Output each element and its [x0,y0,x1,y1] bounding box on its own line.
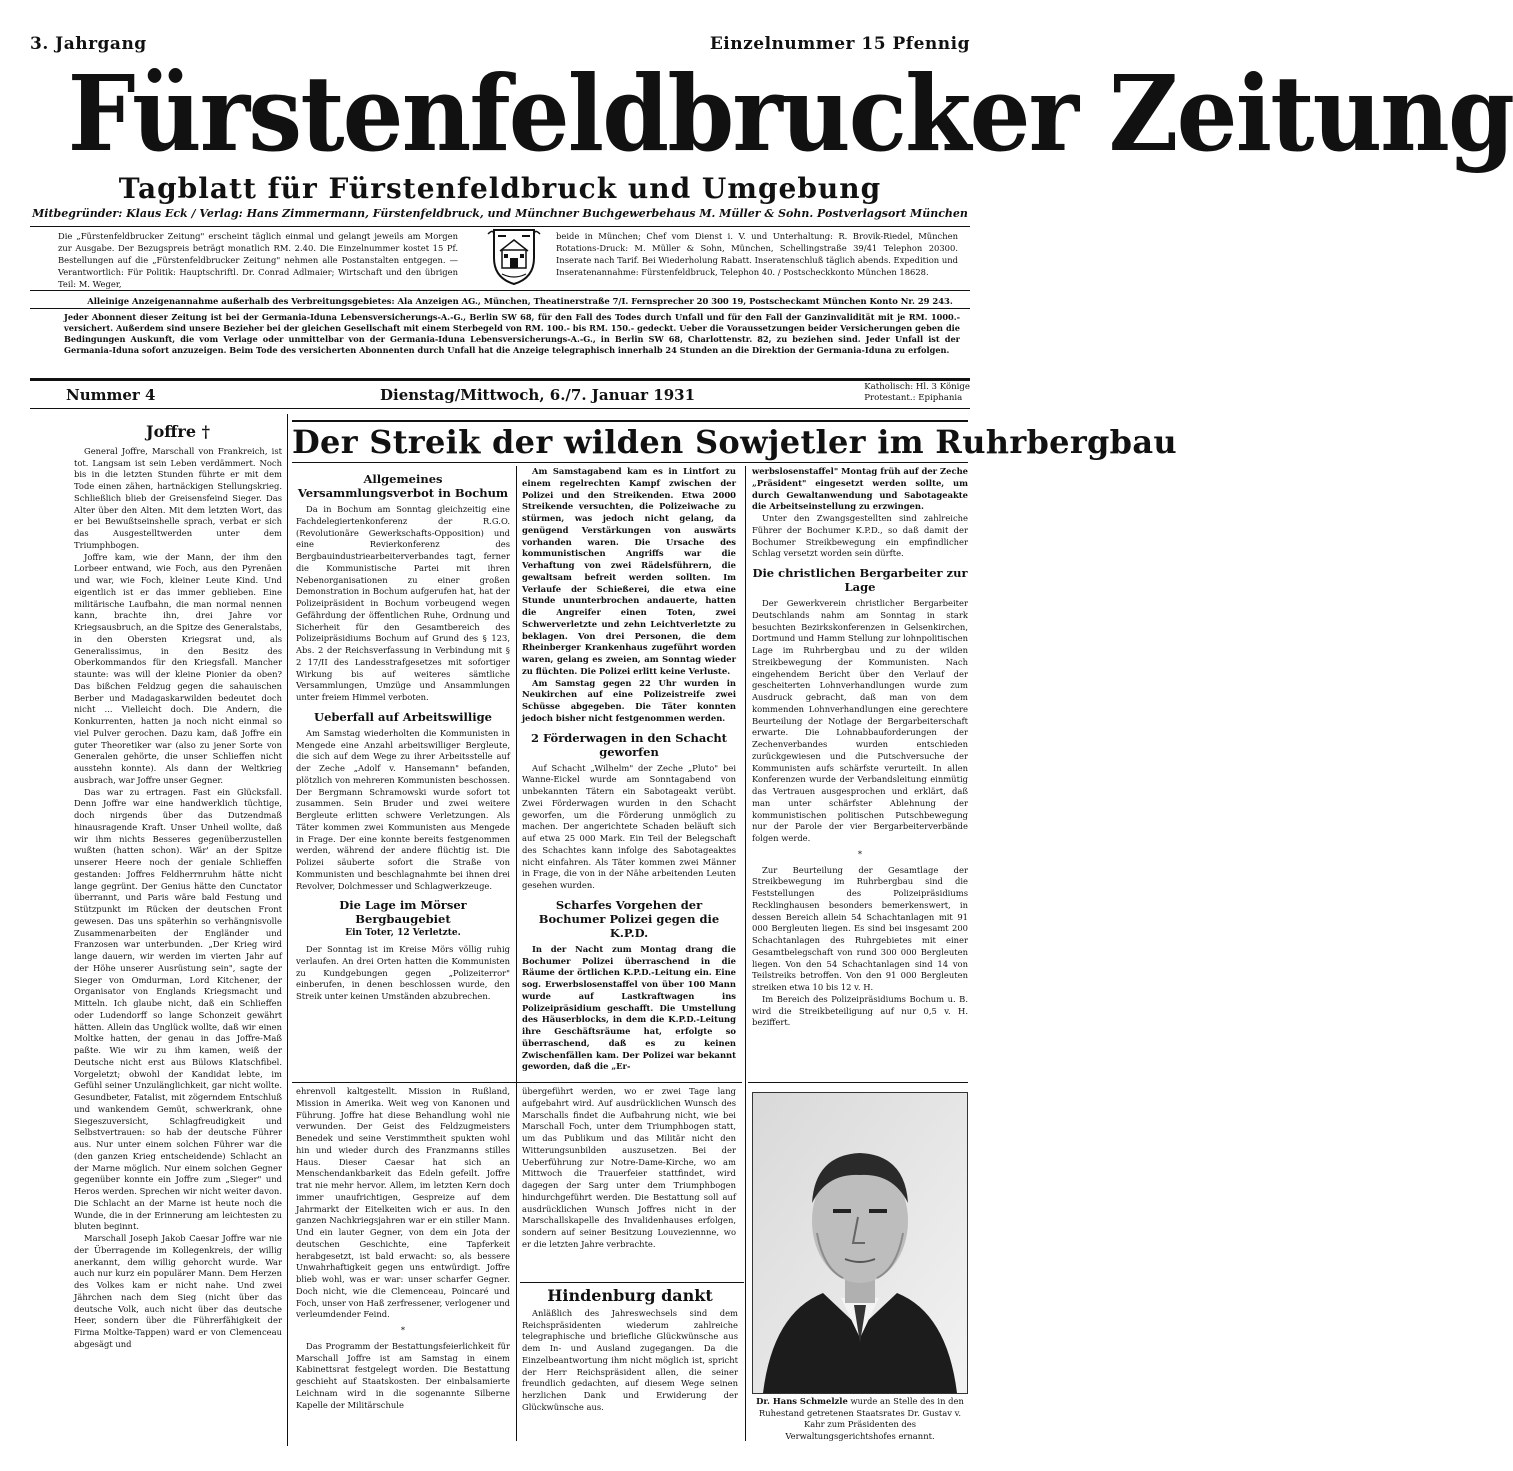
newspaper-title: Fürstenfeldbrucker Zeitung [67,52,1513,175]
article-paragraph: ehrenvoll kaltgestellt. Mission in Rußland, Mission in Amerika. Weit weg von Kanonen und Führung. Joffre hat diese Behandlung wohl nie verwunden. Der Geist des Feldzugmeisters Benedek und seine Verstimmtheit spukten wohl hin und wieder durch des Franzmanns stilles Haus. Dieser Caesar hat sich an Menschendankbarkeit das Edeln gefeilt. Joffre trat nie mehr hervor. Allem, im letzten Kern doch immer unaufrichtigen, Gespreize auf dem Jahrmarkt der Eitelkeiten wich er aus. In den ganzen Nachkriegsjahren war er ein stiller Mann. Und ein lauter Gegner, von dem ein Jota der deutschen Geschichte, eine Tapferkeit herabgesetzt, ist bald erwacht: so, als bessere Unwahrhaftigkeit gegen uns entwürdigt. Joffre blieb wohl, was er war: unser scharfer Gegner. Doch nicht, wie die Clemenceau, Poincaré und Foch, unser von Haß zerfressener, verlogener und verleumdender Feind. [296,1086,510,1320]
section-heading: Die christlichen Bergarbeiter zur Lage [752,566,968,594]
article-paragraph: Im Bereich des Polizeipräsidiums Bochum u. B. wird die Streikbeteiligung auf nur 0,5 v. H. beziffert. [752,993,968,1028]
coat-of-arms-icon [482,224,546,288]
joffre-continuation-1 [296,1086,510,1441]
section-heading: Ueberfall auf Arbeitswillige [314,709,492,724]
joffre-paragraph: Joffre kam, wie der Mann, der ihm den Lorbeer entwand, wie Foch, aus den Pyrenäen und war, wie Foch, kleiner Leute Kind. Und eigentlich ist er das immer geblieben. Eine militärische Laufbahn, die man normal nennen kann, brachte ihn, drei Jahre vor Kriegsausbruch, an die Spitze des Generalstabs, in den Obersten Kriegsrat und, als Generalissimus, in den Besitz des Oberkommandos für den Kriegsfall. Mancher staunte: was will der kleine Pionier da oben? Das bißchen Feldzug gegen die sahauischen Berber und Madagaskarwilden bedeutet doch nicht ... Vielleicht doch. Die Andern, die Konkurrenten, hatten ja noch nicht einmal so viel Pulver gerochen. Dazu kam, daß Joffre ein guter Theoretiker war (also zu jener Sorte von Generalen gehörte, die unser Schlieffen nicht ausstehn konnte). Als dann der Weltkrieg ausbrach, war Joffre unser Gegner. [74,551,282,785]
date-rule-top [30,378,970,381]
column-divider [516,466,517,1441]
joffre-paragraph: Marschall Joseph Jakob Caesar Joffre war nie der Überragende im Kollegenkreis, der willig anerkannt, dem willig gehorcht wurde. War auch nur kurz ein populärer Mann. Dem Herzen des Volkes kam er nicht nahe. Und zwei Jährchen nach dem Sieg (nicht über das deutsche Volk, auch nicht über das deutsche Heer, sondern über die Führerfähigkeit der Firma Moltke-Tappen) ward er von Clemenceau abgesägt und [74,1233,282,1349]
photo-caption [752,1396,968,1442]
joffre-paragraph: General Joffre, Marschall von Frankreich, ist tot. Langsam ist sein Leben verdämmert. Noch bis in die letzten Stunden führte er mit dem Tode einen zähen, hartnäckigen Stellungskrieg. Schließlich blieb der Greisensfeind Sieger. Das Alter über den Alten. Mit dem letzten Wort, das er bei Bewußtseinshelle sprach, verbat er sich das Ausgestelltwerden unter dem Triumphbogen. [74,445,282,550]
photo-rule [748,1082,968,1083]
publisher-line: Mitbegründer: Klaus Eck / Verlag: Hans Zimmermann, Fürstenfeldbruck, und Münchner Buchgewerbehaus M. Müller & Sohn. Postverlagsort München [32,207,968,220]
section-star: * [857,848,863,859]
section-heading: Die Lage im Mörser Bergbaugebiet [339,898,467,927]
strike-column-1 [296,466,510,1078]
article-paragraph: Am Samstagabend kam es in Lintfort zu einem regelrechten Kampf zwischen der Polizei und den Streikenden. Etwa 2000 Streikende versuchten, die Polizeiwache zu stürmen, was jedoch nicht gelang, da genügend Verstärkungen von auswärts vorhanden waren. Die Ursache des kommunistischen Angriffs war die Verhaftung von zwei Rädelsführern, die gewaltsam befreit werden sollten. Im Verlaufe der Schießerei, die etwa eine Stunde ununterbrochen andauerte, hatten die Angreifer einen Toten, zwei Schwerverletzte und zehn Leichtverletzte zu beklagen. Von drei Personen, die dem Rheinberger Krankenhaus zugeführt worden waren, gelang es zweien, am Sonntag wieder zu flüchten. Die Polizei erlitt keine Verluste. [522,466,736,676]
main-headline: Der Streik der wilden Sowjetler im Ruhrbergbau [292,420,968,463]
feast-protestant: Protestant.: Epiphania [864,393,963,403]
portrait-image [753,1093,967,1393]
editorial-info: beide in München; Chef vom Dienst i. V. und Unterhaltung: R. Brovik-Riedel, München Rotations-Druck: M. Müller & Sohn, München, Schellingstraße 39/41 Telephon 20300. Inserate nach Tarif. Bei Wiederholung Rabatt. Inseratenschluß täglich abends. Expedition und Inseratenannahme: Fürstenfeldbruck, Telephon 40. / Postscheckkonto München 18628. [556,231,958,277]
info-row [58,230,958,289]
date-row [30,382,970,406]
article-joffre [74,424,282,1444]
article-hindenburg [522,1286,738,1440]
article-paragraph: Der Sonntag ist im Kreise Mörs völlig ruhig verlaufen. An drei Orten hatten die Kommunisten zu Kundgebungen gegen „Polizeiterror" einberufen, in denen beschlossen wurde, den Streik unter keinen Umständen abzubrechen. [296,944,510,1001]
volume-label: 3. Jahrgang [30,34,147,54]
article-paragraph: Auf Schacht „Wilhelm" der Zeche „Pluto" bei Wanne-Eickel wurde am Sonntagabend von unbekannten Tätern ein Sabotageakt verübt. Zwei Förderwagen wurden in den Schacht geworfen, um die Förderung unmöglich zu machen. Der angerichtete Schaden beläuft sich auf etwa 25 000 Mark. Ein Teil der Belegschaft des Schachtes kann infolge des Sabotageaktes nicht einfahren. Als Täter kommen zwei Männer in Frage, die von in der Nähe arbeitenden Leuten gesehen wurden. [522,762,736,890]
feast-catholic: Katholisch: Hl. 3 Könige [864,382,970,392]
article-paragraph: Am Samstag wiederholten die Kommunisten in Mengede eine Anzahl arbeitswilliger Bergleute, die sich auf dem Wege zu ihrer Arbeitsstelle auf der Zeche „Adolf v. Hansemann" befanden, plötzlich von mehreren Kommunisten beschossen. Der Bergmann Schramowski wurde sofort tot zusammen. Sein Bruder und zwei weitere Bergleute erlitten schwere Verletzungen. Als Täter kommen zwei Kommunisten aus Mengede in Frage. Der eine konnte bereits festgenommen werden, während der andere flüchtig ist. Die Polizei säuberte sofort die Straße von Kommunisten und beschlagnahmte bei ihnen drei Revolver, Dolchmesser und Schlagwerkzeuge. [296,727,510,891]
article-paragraph: Das Programm der Bestattungsfeierlichkeit für Marschall Joffre ist am Samstag in einem Kabinettsrat festgelegt worden. Die Bestattung geschieht auf Staatskosten. Der einbalsamierte Leichnam wird in die sogenannte Silberne Kapelle der Militärschule [296,1340,510,1410]
article-paragraph: Anläßlich des Jahreswechsels sind dem Reichspräsidenten wiederum zahlreiche telegraphische und briefliche Glückwünsche aus dem In- und Ausland zugegangen. Da die Einzelbeantwortung ihm nicht möglich ist, spricht der Herr Reichspräsident allen, die seiner freundlich gedachten, auf diesem Wege seinen herzlichen Dank und Erwiderung der Glückwünsche aus. [522,1307,738,1412]
price-label: Einzelnummer 15 Pfennig [709,34,970,54]
article-paragraph: Zur Beurteilung der Gesamtlage der Streikbewegung im Ruhrbergbau sind die Feststellungen des Polizeipräsidiums Recklinghausen besonders bemerkenswert, in dessen Bereich allein 54 Schachtanlagen mit 91 000 Bergleuten liegen. Es sind bei insgesamt 200 Schachtanlagen des Ruhrgebietes mit einer Gesamtbelegschaft von rund 300 000 Bergleuten liegen. Von den 54 Schachtanlagen sind 14 von Teilstreiks betroffen. Von den 91 000 Bergleuten streiken etwa 10 bis 12 v. H. [752,864,968,992]
section-subheading: Ein Toter, 12 Verletzte. [345,928,461,939]
section-star: * [400,1325,406,1335]
article-paragraph: übergeführt werden, wo er zwei Tage lang aufgebahrt wird. Auf ausdrücklichen Wunsch des Marschalls findet die Aufbahrung nicht, wie bei Marschall Foch, unter dem Triumphbogen statt, um das Publikum und das Militär nicht den Witterungsunbilden auszusetzen. Bei der Ueberführung zur Notre-Dame-Kirche, wo am Mittwoch die Trauerfeier stattfindet, wird dagegen der Sarg unter dem Triumphbogen hindurchgeführt werden. Die Bestattung soll auf ausdrücklichen Wunsch Joffres nicht in der Marschallskapelle des Invalidenhauses erfolgen, sondern auf seiner Besitzung Louveziennne, wo er die letzten Jahre verbrachte. [522,1086,736,1249]
hindenburg-rule [520,1282,744,1283]
caption-name: Dr. Hans Schmelzle [756,1396,848,1406]
issue-date: Dienstag/Mittwoch, 6./7. Januar 1931 [380,386,696,404]
column-divider [287,414,288,1446]
portrait-photo [752,1092,968,1394]
joffre-paragraph: Das war zu ertragen. Fast ein Glücksfall. Denn Joffre war eine handwerklich tüchtige, doch nirgends über das Dutzendmaß hinausragende Kraft. Unser Unheil wollte, daß wir ihm nichts Besseres gegenüberzustellen wußten (hatten schon). Wär' an der Spitze unserer Heere noch der geniale Schlieffen gestanden: Joffres Feldherrnruhm hätte nicht lange gegrünt. Der Genius hätte den Cunctator überrannt, und Paris wäre bald Festung und Stützpunkt im Rücken der deutschen Front gewesen. Das uns späterhin so verhängnisvolle Zusammenarbeiten der Engländer und Franzosen war unterbunden. „Der Krieg wird lange dauern, wir werden im vierten Jahr auf der Höhe unserer Ausrüstung sein", sagte der Sieger von Omdurman, Lord Kitchener, der Organisator von Englands Kriegsmacht und Mitteln. Ich glaube nicht, daß ein Schlieffen oder Ludendorff so lange Schonzeit gewährt hätten. Allein das Unglück wollte, daß wir einen Moltke hatten, der genau in das Joffre-Maß paßte. Wie wir zu ihm kamen, weiß der Deutsche nicht erst aus Bülows Klatschfibel. Vorgeletzt; obwohl der Kandidat lebte, im Gefühl seiner Unzulänglichkeit, gar nicht wollte. Gesundbeter, Fatalist, mit zögerndem Entschluß und wankendem Gemüt, schwerkrank, ohne Siegeszuversicht, Schlagfreudigkeit und Selbstvertrauen: so hab der deutsche Führer aus. Nur unter einem solchen Führer war die (den ganzen Krieg entscheidende) Schlacht an der Marne möglich. Nur einem solchen Gegner gegenüber konnte ein Joffre zum „Sieger" und Heros werden. Sprechen wir nicht weiter davon. Die Schlacht an der Marne ist heute noch die Wunde, die in der Erinnerung am leichtesten zu bluten beginnt. [74,786,282,1232]
article-paragraph: Am Samstag gegen 22 Uhr wurden in Neukirchen auf eine Polizeistreife zwei Schüsse abgegeben. Die Täter konnten jedoch bisher nicht festgenommen werden. [522,677,736,723]
article-paragraph: Da in Bochum am Sonntag gleichzeitig eine Fachdelegiertenkonferenz der R.G.O. (Revolutionäre Gewerkschafts-Opposition) und eine Revierkonferenz des Bergbauindustriearbeiterverbandes tagt, ferner die Kommunistische Partei mit ihren Nebenorganisationen zu einer großen Demonstration in Bochum aufgerufen hat, hat der Polizeipräsident in Bochum vorbeugend wegen Gefährdung der öffentlichen Ruhe, Ordnung und Sicherheit für den Gesamtbereich des Polizeipräsidiums Bochum auf Grund des § 123, Abs. 2 der Reichsverfassung in Verbindung mit § 2 17/II des Landesstrafgesetzes mit sofortiger Wirkung bis auf weiteres sämtliche Versammlungen, Umzüge und Ansammlungen unter freiem Himmel verboten. [296,504,510,702]
hindenburg-title: Hindenburg dankt [547,1286,713,1305]
strike-column-2 [522,466,736,1078]
joffre-title: Joffre † [146,422,210,441]
caption-text: wurde an Stelle des in den Ruhestand getretenen Staatsrates Dr. Gustav v. Kahr zum Präsidenten des Verwaltungsgerichtshofes ernannt. [758,1396,964,1441]
section-heading: 2 Förderwagen in den Schacht geworfen [530,730,727,759]
ad-monopoly-line: Alleinige Anzeigenannahme außerhalb des Verbreitungsgebietes: Ala Anzeigen AG., München, Theatinerstraße 7/I. Fernsprecher 20 300 19, Postscheckamt München Konto Nr. 29 243. [87,296,953,306]
section-rule [292,1082,742,1083]
section-heading: Allgemeines Versammlungsverbot in Bochum [297,472,509,500]
joffre-continuation-2 [522,1086,736,1249]
monopoly-rule [30,308,970,309]
article-paragraph: Der Gewerkverein christlicher Bergarbeiter Deutschlands nahm am Sonntag in stark besuchten Bezirkskonferenzen in Gelsenkirchen, Dortmund und Hamm Stellung zur lohnpolitischen Lage im Ruhrbergbau und zu der wilden Streikbewegung der Kommunisten. Nach eingehendem Bericht über den Verlauf der gescheiterten Lohnverhandlungen wurde zum Ausdruck gebracht, daß man von dem kommenden Lohnverhandlungen eine gerechtere Beurteilung der Notlage der Bergarbeiterschaft erwarte. Die Lohnabbauforderungen der Zechenverbandes wurden entschieden zurückgewiesen und die Putschversuche der Kommunisten aufs schärfste verurteilt. In allen Konferenzen wurde der Verbandsleitung einmütig das Vertrauen ausgesprochen und erklärt, daß man unter schärfster Ablehnung der kommunistischen politischen Putschbewegung nur der Parole der vier Bergarbeiterverbände folgen werde. [752,598,968,843]
issue-number: Nummer 4 [66,386,156,404]
article-paragraph: In der Nacht zum Montag drang die Bochumer Polizei überraschend in die Räume der örtlichen K.P.D.-Leitung ein. Eine sog. Erwerbslosenstaffel von über 100 Mann wurde auf Lastkraftwagen ins Polizeipräsidium geschafft. Die Umstellung des Häuserblocks, in dem die K.P.D.-Leitung ihre Geschäftsräume hat, erfolgte so überraschend, daß es zu keinen Zwischenfällen kam. Der Polizei war bekannt geworden, daß die „Er- [522,943,736,1072]
article-paragraph: werbslosenstaffel" Montag früh auf der Zeche „Präsident" eingesetzt werden sollte, um durch Gewaltanwendung und Sabotageakte die Arbeitseinstellung zu erzwingen. [752,466,968,512]
strike-column-3 [752,466,968,1078]
article-paragraph: Unter den Zwangsgestellten sind zahlreiche Führer der Bochumer K.P.D., so daß damit der Bochumer Streikbewegung ein empfindlicher Schlag versetzt worden sein dürfte. [752,513,968,559]
column-divider [745,466,746,1441]
info-rule [30,290,970,291]
date-rule-bottom [30,408,970,409]
newspaper-subtitle: Tagblatt für Fürstenfeldbruck und Umgebung [118,172,882,205]
subscription-info: Die „Fürstenfeldbrucker Zeitung" erscheint täglich einmal und gelangt jeweils am Morgen zur Ausgabe. Der Bezugspreis beträgt monatlich RM. 2.40. Die Einzelnummer kostet 15 Pf. Bestellungen auf die „Fürstenfeldbrucker Zeitung" nehmen alle Postanstalten entgegen. — Verantwortlich: Für Politik: Hauptschriftl. Dr. Conrad Adlmaier; Wirtschaft und den übrigen Teil: M. Weger, [58,231,458,289]
section-heading: Scharfes Vorgehen der Bochumer Polizei gegen die K.P.D. [538,897,720,940]
feast-days [864,382,970,404]
insurance-notice: Jeder Abonnent dieser Zeitung ist bei der Germania-Iduna Lebensversicherungs-A.-G., Berlin SW 68, für den Fall des Todes durch Unfall und für den Fall der Ganzinvalidität mit je RM. 1000.- versichert. Außerdem sind unsere Bezieher bei der gleichen Gesellschaft mit einem Sterbegeld von RM. 100.- bis RM. 150.- gedeckt. Ueber die Voraussetzungen beider Versicherungen geben die Bedingungen Auskunft, die vom Verlage oder unmittelbar von der Germania-Iduna Lebensversicherungs-A.-G., in Berlin SW 68, Charlottenstr. 82, zu beziehen sind. Jeder Unfall ist der Germania-Iduna sofort anzuzeigen. Beim Tode des versicherten Abonnenten durch Unfall hat die Anzeige telegraphisch innerhalb 24 Stunden an die Direktion der Germania-Iduna zu erfolgen. [64,312,960,355]
